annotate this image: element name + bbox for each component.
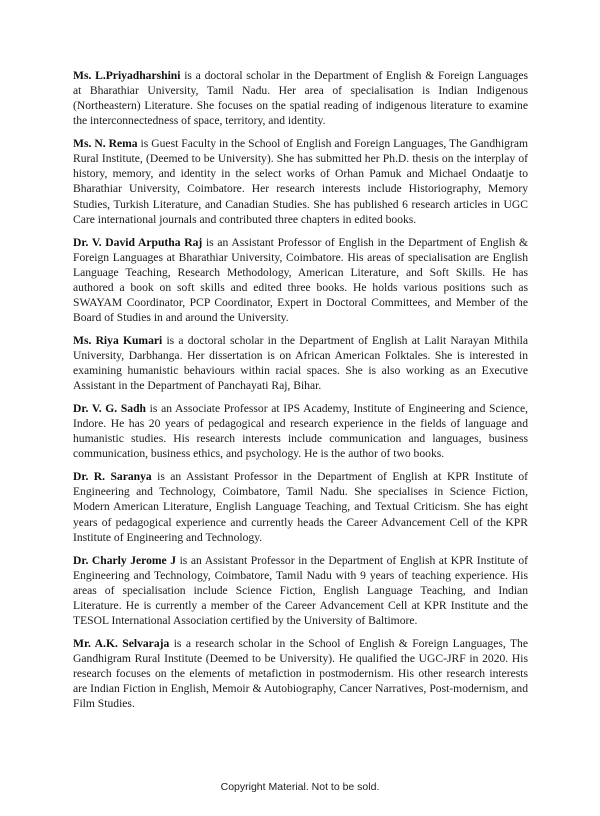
bio-paragraph [73, 636, 528, 711]
bio-paragraph [73, 469, 528, 544]
contributor-name: Dr. R. Saranya [73, 470, 152, 484]
bio-text: is a doctoral scholar in the Department of English & Foreign Languages at Bharathiar University, Tamil Nadu. Her area of specialisation is Indian Indigenous (Northeastern) Literature. She focuses on the spatial reading of indigenous literature to examine the interconnectedness of space, territory, and identity. [73, 69, 528, 128]
bio-paragraph [73, 136, 528, 227]
contributor-name: Mr. A.K. Selvaraja [73, 636, 170, 650]
bio-paragraph [73, 401, 528, 461]
copyright-footer: Copyright Material. Not to be sold. [220, 781, 380, 793]
bio-text: is an Associate Professor at IPS Academy, Institute of Engineering and Science, Indore. He has 20 years of pedagogical and research experience in the fields of language and humanistic studies. His research interests include communication and languages, business communication, business ethics, and psychology. He is the author of two books. [73, 402, 528, 461]
bio-paragraph [73, 553, 528, 628]
contributor-name: Ms. L.Priyadharshini [73, 69, 181, 82]
contributor-name: Dr. Charly Jerome J [73, 553, 177, 567]
bio-text: is an Assistant Professor in the Department of English at KPR Institute of Engineering and Technology, Coimbatore, Tamil Nadu. She specialises in Science Fiction, Modern American Literature, English Language Teaching, and Textual Criticism. She has eight years of pedagogical experience and currently heads the Career Advancement Cell of the KPR Institute of Engineering and Technology. [73, 470, 528, 544]
contributor-name: Dr. V. David Arputha Raj [73, 235, 203, 249]
bio-paragraph [73, 235, 528, 326]
contributor-name: Ms. Riya Kumari [73, 333, 163, 347]
bio-text: is an Assistant Professor in the Department of English at KPR Institute of Engineering and Technology, Coimbatore, Tamil Nadu with 9 years of teaching experience. His areas of specialisation include Science Fiction, English Language Teaching, and Indian Literature. He is currently a member of the Career Advancement Cell at KPR Institute and the TESOL International Association certified by the University of Baltimore. [73, 553, 529, 627]
bio-paragraph [73, 68, 528, 128]
bio-text: is Guest Faculty in the School of English and Foreign Languages, The Gandhigram Rural Institute, (Deemed to be University). She has submitted her Ph.D. thesis on the interplay of history, memory, and identity in the select works of Orhan Pamuk and Michael Ondaatje to Bharathiar University, Coimbatore. Her research interests include Historiography, Memory Studies, Turkish Literature, and Canadian Studies. She has published 6 research articles in UGC Care international journals and contributed three chapters in edited books. [73, 137, 528, 226]
bio-text: is a research scholar in the School of English & Foreign Languages, The Gandhigram Rural Institute (Deemed to be University). He qualified the UGC-JRF in 2020. His research focuses on the elements of metafiction in postmodernism. His other research interests are Indian Fiction in English, Memoir & Autobiography, Cancer Narratives, Post-modernism, and Film Studies. [73, 636, 529, 711]
bio-text: is an Assistant Professor of English in the Department of English & Foreign Languages at Bharathiar University, Coimbatore. His areas of specialisation are English Language Teaching, Research Methodology, American Literature, and Soft Skills. He has authored a book on soft skills and edited three books. He holds various positions such as SWAYAM Coordinator, PCP Coordinator, Expert in Doctoral Committees, and Member of the Board of Studies in and around the University. [73, 235, 529, 324]
bio-text: is a doctoral scholar in the Department of English at Lalit Narayan Mithila University, Darbhanga. Her dissertation is on African American Folktales. She is interested in examining humanistic behaviours within racial spaces. She is also working as an Executive Assistant in the Department of Panchayati Raj, Bihar. [73, 333, 528, 393]
bio-paragraph [73, 333, 528, 393]
contributor-name: Ms. N. Rema [73, 137, 138, 151]
contributor-name: Dr. V. G. Sadh [73, 402, 146, 416]
contributor-bios [73, 68, 528, 719]
